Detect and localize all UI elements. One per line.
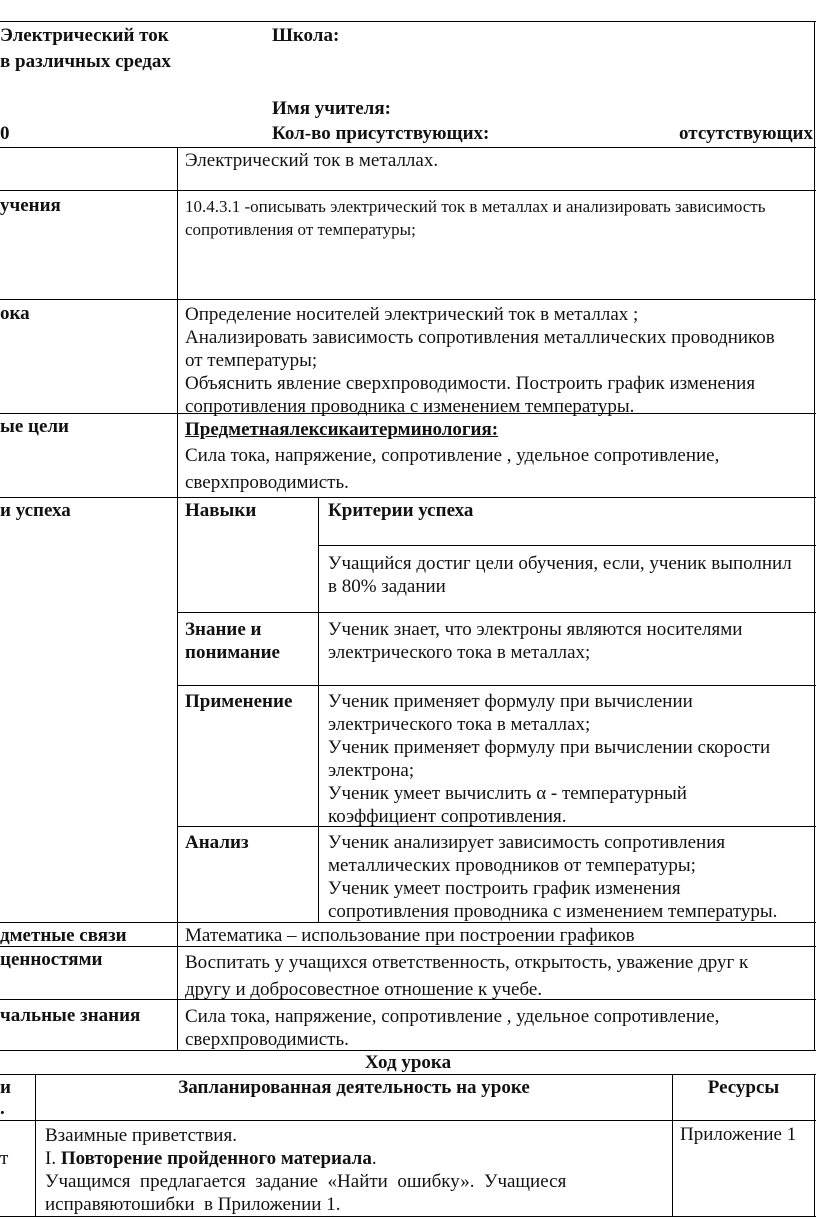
section-title: Повторение пройденного материала <box>60 1148 372 1169</box>
skills-divider <box>178 612 816 613</box>
criterion-line: Ученик анализирует зависимость сопротивления <box>328 832 726 853</box>
vocabulary-line: Сила тока, напряжение, сопротивление , удельное сопротивление, <box>185 445 720 466</box>
planned-activity-header: Запланированная деятельность на уроке <box>178 1077 530 1098</box>
criterion-line: в 80% задании <box>328 576 446 597</box>
criterion-line: сопротивления проводника с изменением температуры. <box>328 901 778 922</box>
criteria-divider <box>318 545 816 546</box>
lesson-goals-list <box>185 303 775 418</box>
task-line: исправяютошибки в Приложении 1. <box>45 1194 341 1215</box>
table-right-border <box>814 147 815 1050</box>
header-top-border <box>0 21 816 22</box>
criterion-line: коэффициент сопротивления. <box>328 806 567 827</box>
skill-application <box>185 690 292 713</box>
criterion-line: электрического тока в металлах; <box>328 642 591 663</box>
criteria-column-header: Критерии успеха <box>328 500 474 521</box>
header-right-border <box>814 21 815 148</box>
skill-analysis <box>185 831 249 854</box>
skill-knowledge <box>185 618 280 664</box>
grade-fragment: 0 <box>0 123 10 144</box>
course-title: Ход урока <box>364 1052 452 1073</box>
row-divider <box>0 299 816 300</box>
topic-value: Электрический ток в металлах. <box>185 150 439 171</box>
course-activity <box>45 1124 665 1216</box>
lesson-goal-line: Определение носителей электрический ток в металлах ; <box>185 304 639 325</box>
skills-column-border <box>318 497 319 922</box>
resource-appendix: Приложение 1 <box>680 1124 797 1145</box>
lesson-goal-line: сопротивления проводника с изменением температуры. <box>185 396 635 417</box>
values-line: другу и добросовестное отношение к учебе. <box>185 979 543 1000</box>
criterion-line: Ученик умеет вычислить α - температурный <box>328 783 687 804</box>
interdisciplinary-label: дметные связи <box>0 925 127 946</box>
criterion-line: электрического тока в металлах; <box>328 714 591 735</box>
row-divider <box>0 190 816 191</box>
present-label: Кол-во присутствующих: <box>272 123 490 144</box>
criterion-line: Ученик умеет построить график изменения <box>328 878 681 899</box>
course-col1-header: и <box>0 1077 11 1098</box>
skill-line: Анализ <box>185 832 249 853</box>
lesson-goal-line: Анализировать зависимость сопротивления металлических проводников <box>185 327 775 348</box>
course-row-divider <box>0 1216 816 1217</box>
skill-line: Знание и <box>185 619 262 640</box>
prior-knowledge-text <box>185 1005 719 1051</box>
success-label: и успеха <box>0 500 71 521</box>
section-dot: . <box>371 1148 377 1169</box>
prior-knowledge-line: сверхпроводимисть. <box>185 1029 349 1050</box>
course-col1-header-cont: . <box>0 1098 5 1119</box>
criterion-line: Ученик знает, что электроны являются носителями <box>328 619 743 640</box>
lesson-goal-line: Объяснить явление сверхпроводимости. Построить график изменения <box>185 373 756 394</box>
criteria-knowledge <box>328 618 742 664</box>
section-heading <box>45 1147 665 1170</box>
absent-label: отсутствующих <box>679 123 813 144</box>
criterion-line: металлических проводников от температуры; <box>328 855 696 876</box>
topic-title-line2: в различных средах <box>0 51 171 72</box>
criterion-line: Ученик применяет формулу при вычислении <box>328 691 693 712</box>
prior-knowledge-label: чальные знания <box>0 1005 141 1026</box>
objectives-label: учения <box>0 195 61 216</box>
skills-divider <box>178 685 816 686</box>
resources-header: Ресурсы <box>707 1077 780 1098</box>
row-divider <box>0 497 816 498</box>
criteria-analysis <box>328 831 777 923</box>
row-divider <box>0 147 816 148</box>
greeting-line: Взаимные приветствия. <box>45 1125 237 1146</box>
skill-line: понимание <box>185 642 280 663</box>
values-label: ценностями <box>0 949 103 970</box>
criteria-application <box>328 690 770 828</box>
vocabulary-line: сверхпроводимисть. <box>185 472 349 493</box>
criterion-line: Ученик применяет формулу при вычислении скорости <box>328 737 771 758</box>
label-column-border <box>177 147 178 1050</box>
values-line: Воспитать у учащихся ответственность, открытость, уважение друг к <box>185 952 749 973</box>
prior-knowledge-line: Сила тока, напряжение, сопротивление , удельное сопротивление, <box>185 1006 720 1027</box>
lesson-goal-line: от температуры; <box>185 350 318 371</box>
section-number: I. <box>45 1148 57 1169</box>
criterion-line: Учащийся достиг цели обучения, если, ученик выполнил <box>328 553 792 574</box>
topic-title-line1: Электрический ток <box>0 25 169 46</box>
lesson-goals-label: ока <box>0 303 30 324</box>
language-goals-label: ые цели <box>0 416 70 437</box>
course-header-divider <box>0 1120 816 1121</box>
course-table-top <box>0 1074 816 1075</box>
criterion-line: электрона; <box>328 760 415 781</box>
general-criterion <box>328 552 792 598</box>
objectives-value: 10.4.3.1 -описывать электрический ток в металлах и анализировать зависимость сопротивления от температуры; <box>185 197 766 239</box>
values-text <box>185 949 748 1003</box>
interdisciplinary-value: Математика – использование при построении графиков <box>185 925 635 946</box>
school-label: Школа: <box>272 25 340 46</box>
teacher-label: Имя учителя: <box>272 98 391 119</box>
task-line: Учащимся предлагается задание «Найти ошибку». Учащиеся <box>45 1171 567 1192</box>
course-right-border <box>814 1074 815 1216</box>
skill-line: Применение <box>185 691 293 712</box>
vocabulary-list <box>185 442 719 496</box>
vocabulary-subheading: Предметнаялексикаитерминология: <box>185 419 499 440</box>
course-stage-fragment: т <box>0 1148 9 1169</box>
skills-column-header: Навыки <box>185 500 257 521</box>
